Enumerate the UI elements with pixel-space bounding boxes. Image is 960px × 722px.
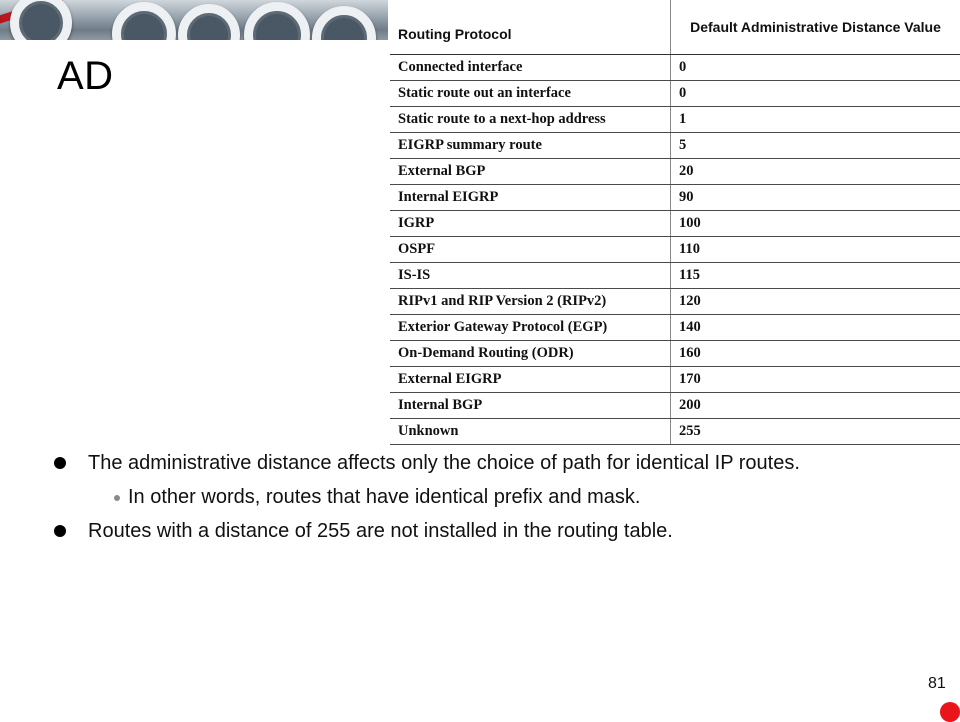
distance-cell: 160 <box>671 341 960 367</box>
table-row <box>390 315 960 341</box>
protocol-cell: Connected interface <box>390 55 671 81</box>
protocol-cell: External BGP <box>390 159 671 185</box>
protocol-cell: IGRP <box>390 211 671 237</box>
table-row <box>390 107 960 133</box>
table-row <box>390 133 960 159</box>
protocol-cell: On-Demand Routing (ODR) <box>390 341 671 367</box>
table-row <box>390 185 960 211</box>
sub-bullet-text: In other words, routes that have identical prefix and mask. <box>128 486 641 508</box>
column-header-protocol: Routing Protocol <box>390 0 671 55</box>
administrative-distance-table <box>390 0 960 445</box>
table-row <box>390 237 960 263</box>
table-header-row <box>390 0 960 55</box>
protocol-cell: Unknown <box>390 419 671 445</box>
distance-cell: 90 <box>671 185 960 211</box>
protocol-cell: Static route to a next-hop address <box>390 107 671 133</box>
sub-bullet-dot-icon <box>114 495 120 501</box>
table-row <box>390 289 960 315</box>
protocol-cell: Internal EIGRP <box>390 185 671 211</box>
sub-bullet-item <box>88 484 912 510</box>
distance-cell: 100 <box>671 211 960 237</box>
distance-cell: 20 <box>671 159 960 185</box>
protocol-cell: Exterior Gateway Protocol (EGP) <box>390 315 671 341</box>
ring-graphic <box>312 6 376 40</box>
table-row <box>390 263 960 289</box>
protocol-cell: IS-IS <box>390 263 671 289</box>
distance-cell: 255 <box>671 419 960 445</box>
distance-cell: 1 <box>671 107 960 133</box>
protocol-cell: Static route out an interface <box>390 81 671 107</box>
bullet-dot-icon <box>54 525 66 537</box>
header-banner-image <box>0 0 388 40</box>
table-row <box>390 159 960 185</box>
table-body <box>390 55 960 445</box>
table-row <box>390 367 960 393</box>
protocol-cell: Internal BGP <box>390 393 671 419</box>
bullet-item <box>52 450 912 510</box>
distance-cell: 170 <box>671 367 960 393</box>
table-row <box>390 211 960 237</box>
protocol-cell: OSPF <box>390 237 671 263</box>
distance-cell: 110 <box>671 237 960 263</box>
column-header-distance: Default Administrative Distance Value <box>671 0 960 55</box>
ring-graphic <box>244 2 310 40</box>
bullet-item <box>52 518 912 544</box>
table-row <box>390 419 960 445</box>
table-row <box>390 81 960 107</box>
protocol-cell: External EIGRP <box>390 367 671 393</box>
distance-cell: 5 <box>671 133 960 159</box>
page-number: 81 <box>928 675 946 693</box>
slide-title: AD <box>57 54 114 99</box>
table-row <box>390 55 960 81</box>
distance-cell: 115 <box>671 263 960 289</box>
table-row <box>390 393 960 419</box>
bullet-dot-icon <box>54 457 66 469</box>
red-dot-marker <box>940 702 960 722</box>
ring-graphic <box>10 0 72 40</box>
bullet-text: The administrative distance affects only the choice of path for identical IP routes. <box>88 452 800 474</box>
protocol-cell: EIGRP summary route <box>390 133 671 159</box>
protocol-cell: RIPv1 and RIP Version 2 (RIPv2) <box>390 289 671 315</box>
distance-cell: 140 <box>671 315 960 341</box>
distance-cell: 200 <box>671 393 960 419</box>
bullet-text: Routes with a distance of 255 are not installed in the routing table. <box>88 520 673 542</box>
ring-graphic <box>112 2 176 40</box>
distance-cell: 0 <box>671 81 960 107</box>
distance-cell: 0 <box>671 55 960 81</box>
table-row <box>390 341 960 367</box>
bullet-list <box>52 450 912 552</box>
ring-graphic <box>178 4 240 40</box>
distance-cell: 120 <box>671 289 960 315</box>
